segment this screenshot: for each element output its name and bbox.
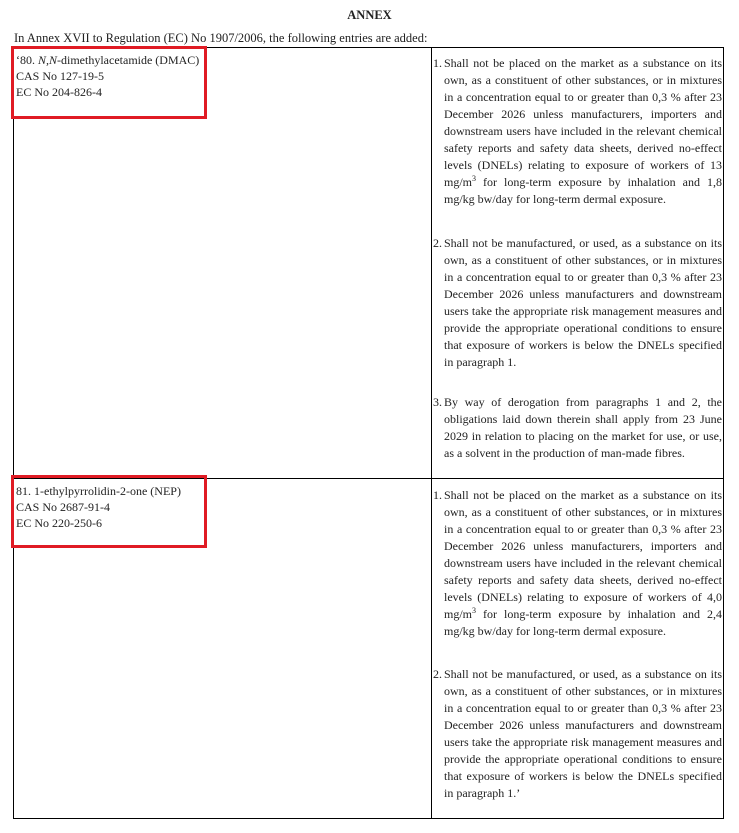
substance-name-italic: N,N: [38, 53, 58, 67]
column-divider: [431, 48, 432, 818]
substance-name-rest: 1-ethylpyrrolidin-2-one (NEP): [34, 484, 181, 498]
entry-number: ‘80.: [16, 53, 38, 67]
condition-number: 2.: [433, 236, 442, 250]
condition-item: [433, 394, 722, 478]
ec-number: EC No 204-826-4: [16, 85, 102, 99]
entry-number: 81.: [16, 484, 34, 498]
cas-number: CAS No 2687-91-4: [16, 500, 111, 514]
condition-item: [433, 487, 722, 657]
condition-text: Shall not be placed on the market as a substance on its own, as a constituent of other substances, or in mixtures in a concentration equal to or greater than 0,3 % after 23 December 2026 unless manufacturers, importers and downstream users have included in the relevant chemical safety reports and safety data sheets, derived no-effect levels (DNELs) relating to exposure of workers of 4,0 $mg/m^3$ for long-term exposure by inhalation and 2,4 mg/kg bw/day for long-term dermal exposure.: [444, 488, 722, 638]
condition-item: [433, 666, 722, 816]
cas-number: CAS No 127-19-5: [16, 69, 105, 83]
condition-item: [433, 235, 722, 385]
condition-item: [433, 55, 722, 225]
annex-intro: In Annex XVII to Regulation (EC) No 1907/2006, the following entries are added:: [14, 31, 428, 45]
highlight-box-nep: [11, 475, 207, 548]
annex-title: ANNEX: [347, 8, 392, 22]
annex-table: [13, 47, 724, 819]
ec-number: EC No 220-250-6: [16, 516, 102, 530]
condition-text: By way of derogation from paragraphs 1 and 2, the obligations laid down therein shall apply from 23 June 2029 in relation to placing on the market for use, or use, as a solvent in the production of man-made fibres.: [444, 395, 722, 460]
condition-number: 1.: [433, 56, 442, 70]
condition-number: 2.: [433, 667, 442, 681]
condition-number: 1.: [433, 488, 442, 502]
condition-text: Shall not be manufactured, or used, as a substance on its own, as a constituent of other substances, or in mixtures in a concentration equal to or greater than 0,3 % after 23 December 2026 unless manufacturers and downstream users take the appropriate risk management measures and provide the appropriate operational conditions to ensure that exposure of workers is below the DNELs specified in paragraph 1.’: [444, 667, 722, 800]
condition-text: Shall not be manufactured, or used, as a substance on its own, as a constituent of other substances, or in mixtures in a concentration equal to or greater than 0,3 % after 23 December 2026 unless manufacturers and downstream users take the appropriate risk management measures and provide the appropriate operational conditions to ensure that exposure of workers is below the DNELs specified in paragraph 1.: [444, 236, 722, 369]
highlight-box-dmac: [11, 46, 207, 119]
condition-number: 3.: [433, 395, 442, 409]
condition-text: Shall not be placed on the market as a substance on its own, as a constituent of other substances, or in mixtures in a concentration equal to or greater than 0,3 % after 23 December 2026 unless manufacturers, importers and downstream users have included in the relevant chemical safety reports and safety data sheets, derived no-effect levels (DNELs) relating to exposure of workers of 13 $mg/m^3$ for long-term exposure by inhalation and 1,8 mg/kg bw/day for long-term dermal exposure.: [444, 56, 722, 206]
substance-name-rest: -dimethylacetamide (DMAC): [57, 53, 200, 67]
